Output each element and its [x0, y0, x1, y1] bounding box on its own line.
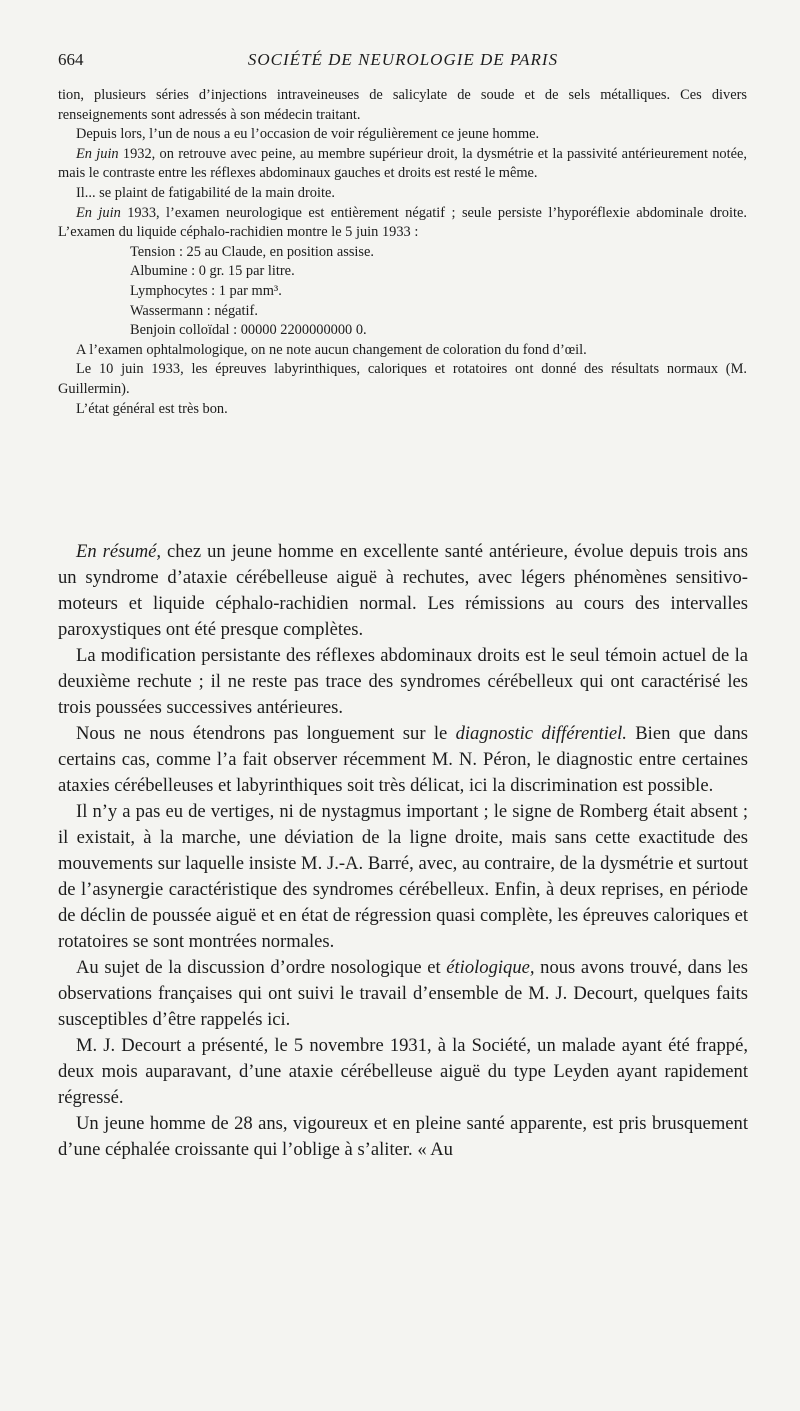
italic-phrase: étiologique, — [446, 957, 535, 978]
case-report-small-print — [58, 86, 747, 419]
paragraph-text: 1932, on retrouve avec peine, au membre supérieur droit, la dysmétrie et la passivité antérieurement notée, mais le contraste entre les réflexes abdominaux gauches et droits est resté le même. — [58, 145, 747, 182]
csf-result-tension: Tension : 25 au Claude, en position assise. — [130, 243, 375, 260]
paragraph: M. J. Decourt a présenté, le 5 novembre 1931, à la Société, un malade ayant été frappé, deux mois auparavant, d’une ataxie cérébelleuse aiguë du type Leyden ayant rapidement régressé. — [58, 1035, 748, 1108]
discussion-body-text — [58, 539, 748, 1163]
csf-result-benjoin: Benjoin colloïdal : 00000 2200000000 0. — [130, 322, 367, 339]
paragraph: Le 10 juin 1933, les épreuves labyrinthiques, caloriques et rotatoires ont donné des résultats normaux (M. Guillermin). — [58, 361, 747, 397]
page-number: 664 — [58, 50, 84, 69]
paragraph-text: nous avons trouvé, dans les observations françaises qui ont suivi le travail d’ensemble de M. J. Decourt, quelques faits susceptibles d’être rappelés ici. — [58, 957, 749, 1030]
paragraph: Il... se plaint de fatigabilité de la main droite. — [76, 184, 335, 201]
running-head: SOCIÉTÉ DE NEUROLOGIE DE PARIS — [247, 50, 559, 69]
page-header — [58, 50, 748, 74]
paragraph: A l’examen ophtalmologique, on ne note aucun changement de coloration du fond d’œil. — [76, 341, 587, 358]
csf-result-wassermann: Wassermann : négatif. — [130, 302, 258, 319]
paragraph — [58, 955, 748, 1033]
csf-result-albumine: Albumine : 0 gr. 15 par litre. — [130, 263, 295, 280]
paragraph: Depuis lors, l’un de nous a eu l’occasion de voir régulièrement ce jeune homme. — [76, 126, 540, 143]
italic-phrase: diagnostic différentiel. — [455, 723, 627, 744]
date-label: En juin — [76, 204, 121, 221]
paragraph — [58, 204, 747, 243]
paragraph: Un jeune homme de 28 ans, vigoureux et en pleine santé apparente, est pris brusquement d’une céphalée croissante qui l’oblige à s’aliter. « Au — [58, 1113, 748, 1160]
paragraph: Il n’y a pas eu de vertiges, ni de nystagmus important ; le signe de Romberg était absent ; il existait, à la marche, une déviation de la ligne droite, mais sans cette exactitude des mouvements sur laquelle insiste M. J.-A. Barré, avec, au contraire, de la dysmétrie et surtout de l’asynergie caractéristique des syndromes cérébelleux. Enfin, à deux reprises, en période de déclin de poussée aiguë et en état de régression quasi complète, les épreuves caloriques et rotatoires se sont montrées normales. — [58, 801, 748, 952]
paragraph: La modification persistante des réflexes abdominaux droits est le seul témoin actuel de la deuxième rechute ; il ne reste pas trace des syndromes cérébelleux qui ont caractérisé les trois poussées successives antérieures. — [58, 645, 748, 718]
paragraph-text: 1933, l’examen neurologique est entièrement négatif ; seule persiste l’hyporéflexie abdominale droite. L’examen du liquide céphalo-rachidien montre le 5 juin 1933 : — [58, 204, 747, 241]
paragraph-text: Au sujet de la discussion d’ordre nosologique et — [76, 957, 447, 978]
paragraph — [58, 539, 748, 643]
csf-results-list — [130, 243, 747, 341]
paragraph — [58, 721, 748, 799]
date-label: En juin — [76, 145, 119, 162]
paragraph-text: Bien que dans certains cas, comme l’a fait observer récemment M. N. Péron, le diagnostic entre certaines ataxies cérébelleuses et labyrinthiques soit très délicat, ici la discrimination est possible. — [58, 723, 748, 796]
paragraph — [58, 145, 747, 184]
italic-phrase: En résumé, — [76, 541, 162, 562]
paragraph-text: Nous ne nous étendrons pas longuement sur le — [76, 723, 456, 744]
csf-result-lymphocytes: Lymphocytes : 1 par mm³. — [130, 282, 282, 299]
paragraph-text: chez un jeune homme en excellente santé antérieure, évolue depuis trois ans un syndrome d’ataxie cérébelleuse aiguë à rechutes, avec légers phénomènes sensitivo-moteurs et liquide céphalo-rachidien normal. Les rémissions au cours des intervalles paroxystiques ont été presque complètes. — [58, 541, 748, 640]
paragraph: L’état général est très bon. — [76, 400, 228, 417]
paragraph: tion, plusieurs séries d’injections intraveineuses de salicylate de soude et de sels métalliques. Ces divers renseignements sont adressés à son médecin traitant. — [58, 87, 747, 123]
